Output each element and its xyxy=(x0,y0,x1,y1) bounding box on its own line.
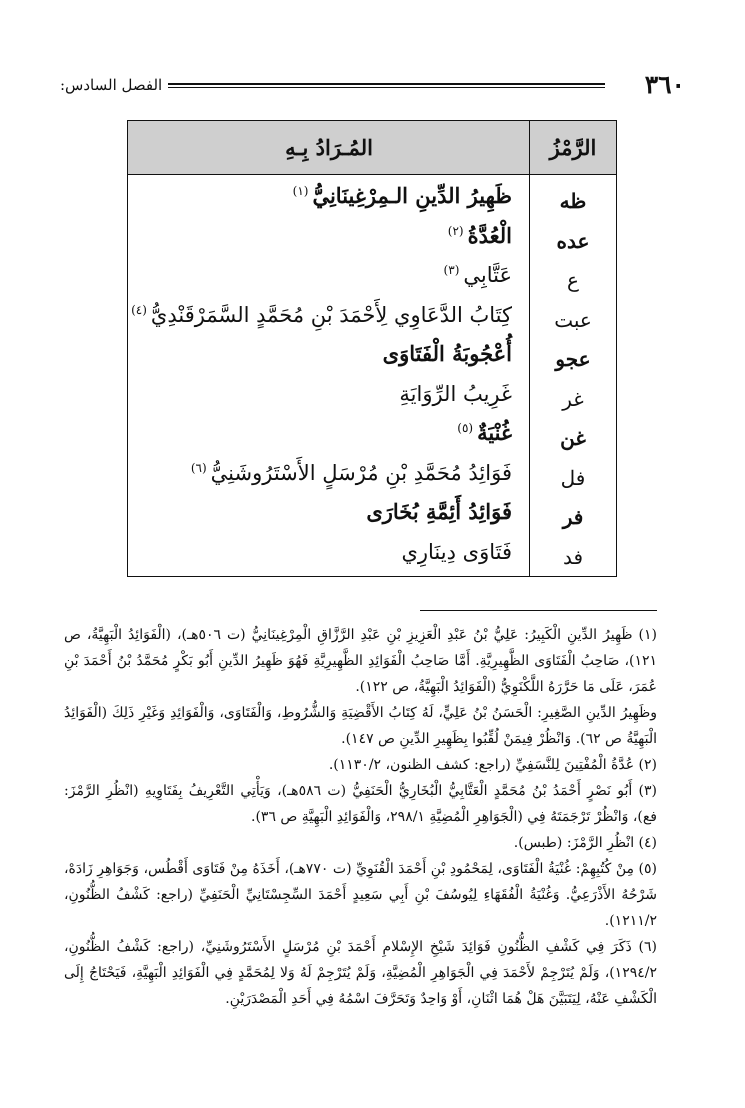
footnote-ref: (١) xyxy=(292,184,309,198)
table-row xyxy=(128,414,616,454)
footnote: (٥) مِنْ كُتُبِهِمْ: غُنْيَةُ الْفَتَاوَى، لِمَحْمُودِ بْنِ أَحْمَدَ الْقُنَوِيِّ (ت ٧٧٠هـ)، أَخَذَهُ مِنْ فَتَاوَى أَقْطُس، وَجَوَاهِرِ زَادَهْ، شَرْحُهُ الأَذْرَعِيُّ. وَغُنْيَةُ الْفُقَهَاءِ لِيُوسُفَ بْنِ أَبِي سَعِيدٍ أَحْمَدَ السِّجِسْتَانِيِّ الْحَنَفِيِّ (راجع: كَشْفُ الظُّنُونِ، ١٢١١/٢). xyxy=(64,861,657,929)
meaning-text: فَتَاوَى دِينَارِي xyxy=(401,539,512,564)
meaning-text: غُنْيَةٌ xyxy=(477,420,512,445)
meaning-text: فَوَائِدُ مُحَمَّدِ بْنِ مُرْسَلٍ الأَسْتَرُوشَنِيُّ xyxy=(210,460,512,485)
footnote: (١) ظَهِيرُ الدِّينِ الْكَبِيرُ: عَلِيُّ بْنُ عَبْدِ الْعَزِيزِ بْنِ عَبْدِ الرَّزَّاقِ الْمِرْغِينَانِيُّ (ت ٥٠٦هـ)، (الْفَوَائِدُ الْبَهِيَّةُ، ص ١٢١)، صَاحِبُ الْفَتَاوَى الظَّهِيرِيَّةِ. أَمَّا صَاحِبُ الْفَوَائِدِ الظَّهِيرِيَّةِ فَهُوَ ظَهِيرُ الدِّينِ أَبُو بَكْرٍ مُحَمَّدُ بْنُ أَحْمَدَ بْنِ عُمَرَ، عَلَى مَا حَرَّرَهُ اللَّكْنَوِيُّ (الْفَوَائِدُ الْبَهِيَّةُ، ص ١٢٢). xyxy=(64,627,657,695)
footnote: (٢) عُدَّةُ الْمُفْتِينَ لِلنَّسَفِيِّ (راجع: كشف الظنون، ١١٣٠/٢). xyxy=(328,757,657,773)
footnote: (٤) انْظُرِ الرَّمْزَ: (طبس). xyxy=(513,835,657,851)
header-rule xyxy=(168,83,605,85)
abbreviation-code: غر xyxy=(562,386,584,411)
footnote: وظَهِيرُ الدِّينِ الصَّغِيرِ: الْحَسَنُ بْنُ عَلِيٍّ، لَهُ كِتَابُ الأَقْضِيَةِ وَالشُّرُوطِ، وَالْفَتَاوَى، وَالْفَوَائِدِ وَغَيْرِ ذَلِكَ (الْفَوَائِدُ الْبَهِيَّةُ ص ٦٢). وَانْظُرْ فِيمَنْ لُقِّبُوا بِظَهِيرِ الدِّينِ ص ١٤٧). xyxy=(64,705,657,747)
abbreviation-code: فل xyxy=(560,465,586,490)
table-row xyxy=(128,256,616,296)
footnote-separator xyxy=(420,610,657,611)
abbreviation-meaning xyxy=(136,493,512,526)
column-header-meaning: المُـرَادُ بِـهِ xyxy=(128,121,530,174)
abbreviation-meaning xyxy=(136,375,512,408)
chapter-title: الفصل السادس: xyxy=(60,76,163,94)
table-header-row xyxy=(128,121,616,175)
abbreviation-code: عبت xyxy=(554,307,592,332)
meaning-text: كِتَابُ الدَّعَاوِي لِأَحْمَدَ بْنِ مُحَمَّدٍ السَّمَرْقَنْدِيُّ xyxy=(150,302,512,327)
abbreviation-meaning xyxy=(136,533,512,566)
table-body xyxy=(128,177,616,572)
abbreviation-meaning xyxy=(136,177,512,210)
page-number: ٣٦٠ xyxy=(644,70,685,99)
footnote-ref: (٥) xyxy=(457,421,474,435)
meaning-text: فَوَائِدُ أَئِمَّةِ بُخَارَى xyxy=(366,499,512,524)
abbreviation-meaning xyxy=(136,454,512,487)
table-row xyxy=(128,217,616,257)
header-rule-thin xyxy=(168,87,605,88)
abbreviation-code: عجو xyxy=(555,347,591,371)
meaning-text: ظَهِيرُ الدِّينِ الـمِرْغِينَانِيُّ xyxy=(312,183,512,208)
footnote-ref: (٣) xyxy=(443,263,460,277)
table-row xyxy=(128,335,616,375)
abbreviation-meaning xyxy=(136,217,512,250)
table-row xyxy=(128,493,616,533)
abbreviation-meaning xyxy=(136,256,512,289)
running-header xyxy=(60,70,685,100)
footnote: (٦) ذَكَرَ فِي كَشْفِ الظُّنُونِ فَوَائِدَ شَيْخِ الإِسْلامِ أَحْمَدَ بْنِ مُرْسَلٍ الأَسْتَرُوشَنِيِّ، (راجع: كَشْفُ الظُّنُونِ، ١٢٩٤/٢)، وَلَمْ يُتَرْجِمْ لأَحْمَدَ فِي الْجَوَاهِرِ الْمُضِيَّةِ، وَلَمْ يُتَرْجِمْ لَهُ وَلا لِمُحَمَّدٍ فِي الْفَوَائِدِ الْبَهِيَّةِ، فَيَحْتَاجُ إِلَى الْكَشْفِ عَنْهُ، لِيَتَبَيَّنَ هَلْ هُمَا اثْنَانِ، أَوْ وَاحِدٌ وَتَحَرَّفَ اسْمُهُ فِي أَحَدِ الْمَصْدَرَيْنِ. xyxy=(64,939,657,1007)
footnotes xyxy=(64,622,657,1012)
column-header-code: الرَّمْزُ xyxy=(530,121,616,174)
abbreviation-meaning xyxy=(136,414,512,447)
abbreviation-code: فد xyxy=(562,544,584,569)
abbreviation-code: فر xyxy=(562,505,584,529)
table-row xyxy=(128,296,616,336)
abbreviation-code: عده xyxy=(556,228,590,253)
footnote: (٣) أَبُو نَصْرٍ أَحْمَدُ بْنُ مُحَمَّدٍ الْعَتَّابِيُّ الْبُخَارِيُّ الْحَنَفِيُّ (ت ٥٨٦هـ)، وَيَأْتِي التَّعْرِيفُ بِفَتَاوِيهِ (انْظُرِ الرَّمْزَ: فع)، وَانْظُرْ تَرْجَمَتَهُ فِي (الْجَوَاهِرِ الْمُضِيَّةِ ٢٩٨/١، وَالْفَوَائِدِ الْبَهِيَّةِ ص ٣٦). xyxy=(64,783,657,825)
meaning-text: غَرِيبُ الرِّوَايَةِ xyxy=(399,381,512,406)
abbreviation-code: ع xyxy=(567,268,579,292)
table-row xyxy=(128,454,616,494)
footnote-ref: (٢) xyxy=(447,223,464,238)
meaning-text: عَتَّابِي xyxy=(463,263,512,287)
abbreviations-table xyxy=(127,120,617,577)
table-row xyxy=(128,533,616,573)
footnote-ref: (٦) xyxy=(190,460,207,475)
abbreviation-meaning xyxy=(136,335,512,368)
table-row xyxy=(128,375,616,415)
abbreviation-code: غن xyxy=(560,426,586,450)
table-row xyxy=(128,177,616,217)
meaning-text: أُعْجُوبَةُ الْفَتَاوَى xyxy=(382,341,512,366)
abbreviation-code: ظه xyxy=(559,189,587,213)
abbreviation-meaning xyxy=(131,296,512,329)
footnote-ref: (٤) xyxy=(131,302,147,317)
meaning-text: الْعُدَّةُ xyxy=(467,222,512,248)
